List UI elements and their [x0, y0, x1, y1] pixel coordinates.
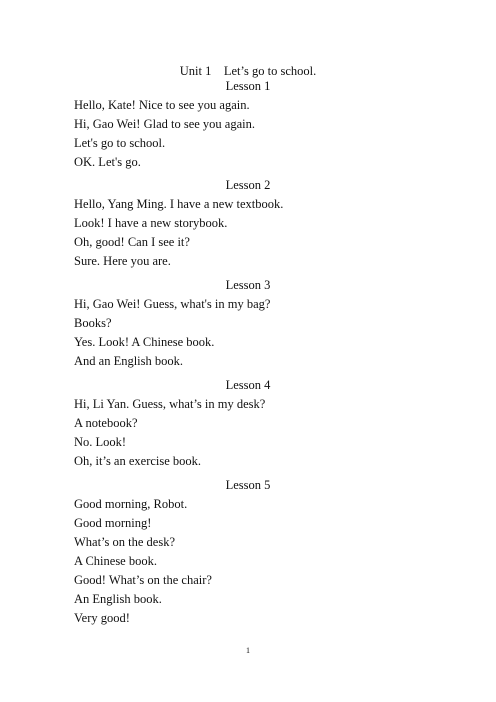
lesson-4: [74, 376, 434, 471]
lesson-heading: Lesson 1: [225, 79, 271, 93]
dialogue-line: OK. Let's go.: [74, 155, 141, 169]
dialogue-line: Oh, it’s an exercise book.: [74, 454, 202, 468]
lesson-3: [74, 276, 434, 371]
dialogue-line: Let's go to school.: [74, 136, 166, 150]
lesson-heading: Lesson 5: [225, 478, 271, 492]
lesson-1: [74, 77, 434, 172]
lesson-heading: Lesson 2: [225, 178, 271, 192]
dialogue-line: Good morning!: [74, 516, 152, 530]
lesson-5: [74, 476, 434, 628]
dialogue-line: Hi, Gao Wei! Guess, what's in my bag?: [74, 297, 271, 311]
unit-title: Unit 1 Let’s go to school.: [179, 64, 317, 78]
dialogue-line: Hello, Kate! Nice to see you again.: [74, 98, 250, 112]
dialogue-line: Hello, Yang Ming. I have a new textbook.: [74, 197, 284, 211]
dialogue-line: A Chinese book.: [74, 554, 157, 568]
dialogue-line: Books?: [74, 316, 112, 330]
lesson-2: [74, 176, 434, 271]
dialogue-line: Hi, Gao Wei! Glad to see you again.: [74, 117, 256, 131]
lesson-heading: Lesson 3: [225, 278, 271, 292]
page-number: 1: [246, 646, 250, 655]
dialogue-line: Oh, good! Can I see it?: [74, 235, 190, 249]
dialogue-line: Yes. Look! A Chinese book.: [74, 335, 215, 349]
dialogue-line: What’s on the desk?: [74, 535, 176, 549]
dialogue-line: Look! I have a new storybook.: [74, 216, 228, 230]
dialogue-line: A notebook?: [74, 416, 138, 430]
lesson-heading: Lesson 4: [225, 378, 271, 392]
dialogue-line: Sure. Here you are.: [74, 254, 171, 268]
dialogue-line: Hi, Li Yan. Guess, what’s in my desk?: [74, 397, 266, 411]
dialogue-line: And an English book.: [74, 354, 184, 368]
dialogue-line: Very good!: [74, 611, 130, 625]
dialogue-line: Good! What’s on the chair?: [74, 573, 212, 587]
dialogue-line: No. Look!: [74, 435, 127, 449]
dialogue-line: An English book.: [74, 592, 162, 606]
dialogue-line: Good morning, Robot.: [74, 497, 188, 511]
